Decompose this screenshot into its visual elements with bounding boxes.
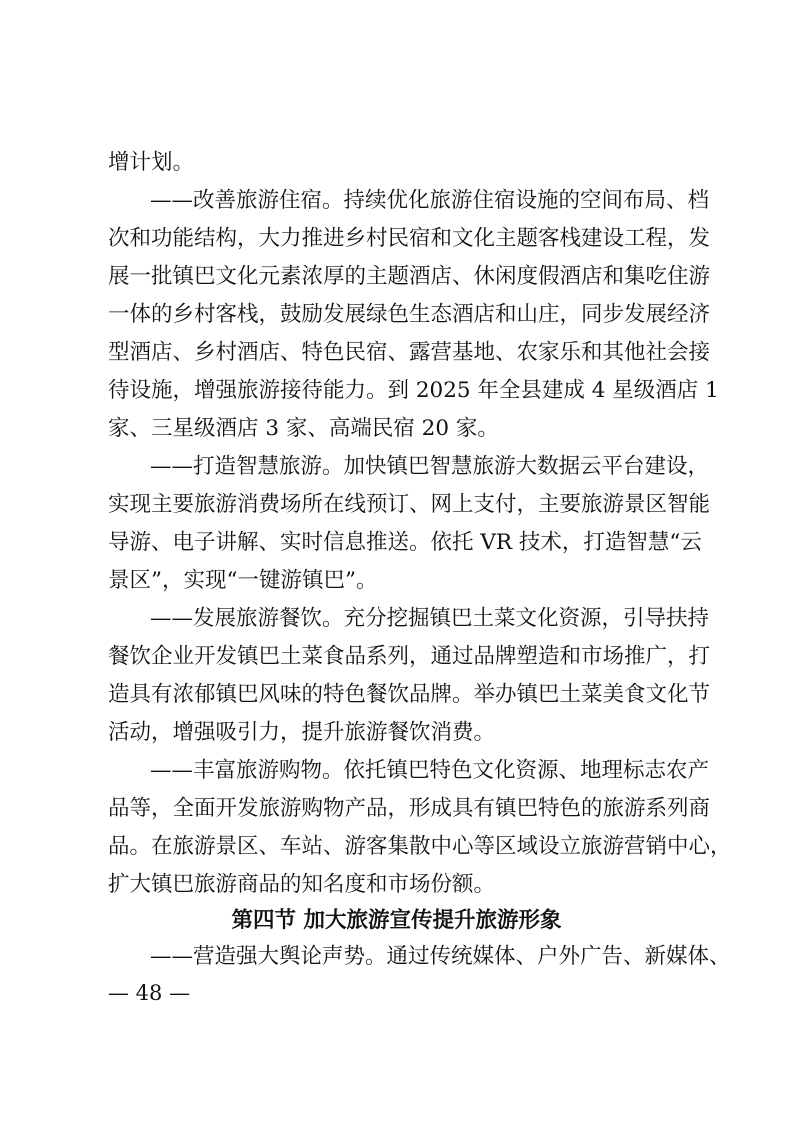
paragraph-line: 品等，全面开发旅游购物产品，形成具有镇巴特色的旅游系列商 bbox=[108, 796, 711, 821]
paragraph-line: ——发展旅游餐饮。充分挖掘镇巴土菜文化资源，引导扶持 bbox=[150, 606, 710, 631]
paragraph-line: 增计划。 bbox=[108, 150, 195, 175]
paragraph-line: 型酒店、乡村酒店、特色民宿、露营基地、农家乐和其他社会接 bbox=[108, 340, 711, 365]
page-number: — 48 — bbox=[108, 981, 191, 1005]
paragraph-line: 待设施，增强旅游接待能力。到 2025 年全县建成 4 星级酒店 1 bbox=[108, 378, 719, 403]
paragraph-line: 活动，增强吸引力，提升旅游餐饮消费。 bbox=[108, 720, 496, 745]
section-heading: 第四节 加大旅游宣传提升旅游形象 bbox=[231, 908, 562, 933]
paragraph-line: 次和功能结构，大力推进乡村民宿和文化主题客栈建设工程，发 bbox=[108, 226, 711, 251]
paragraph-line: 扩大镇巴旅游商品的知名度和市场份额。 bbox=[108, 872, 496, 897]
paragraph-line: 造具有浓郁镇巴风味的特色餐饮品牌。举办镇巴土菜美食文化节 bbox=[108, 682, 711, 707]
paragraph-line: 一体的乡村客栈，鼓励发展绿色生态酒店和山庄，同步发展经济 bbox=[108, 302, 711, 327]
paragraph-line: ——营造强大舆论声势。通过传统媒体、户外广告、新媒体、 bbox=[150, 944, 731, 969]
paragraph-line: ——打造智慧旅游。加快镇巴智慧旅游大数据云平台建设， bbox=[150, 454, 710, 479]
paragraph-line: 餐饮企业开发镇巴土菜食品系列，通过品牌塑造和市场推广，打 bbox=[108, 644, 711, 669]
paragraph-line: 实现主要旅游消费场所在线预订、网上支付，主要旅游景区智能 bbox=[108, 492, 711, 517]
paragraph-line: ——改善旅游住宿。持续优化旅游住宿设施的空间布局、档 bbox=[150, 188, 710, 213]
paragraph-line: ——丰富旅游购物。依托镇巴特色文化资源、地理标志农产 bbox=[150, 758, 710, 783]
paragraph-line: 家、三星级酒店 3 家、高端民宿 20 家。 bbox=[108, 416, 499, 441]
paragraph-line: 品。在旅游景区、车站、游客集散中心等区域设立旅游营销中心， bbox=[108, 834, 732, 859]
paragraph-line: 景区”，实现“一键游镇巴”。 bbox=[108, 568, 378, 593]
paragraph-line: 导游、电子讲解、实时信息推送。依托 VR 技术，打造智慧“云 bbox=[108, 530, 702, 555]
paragraph-line: 展一批镇巴文化元素浓厚的主题酒店、休闲度假酒店和集吃住游 bbox=[108, 264, 711, 289]
